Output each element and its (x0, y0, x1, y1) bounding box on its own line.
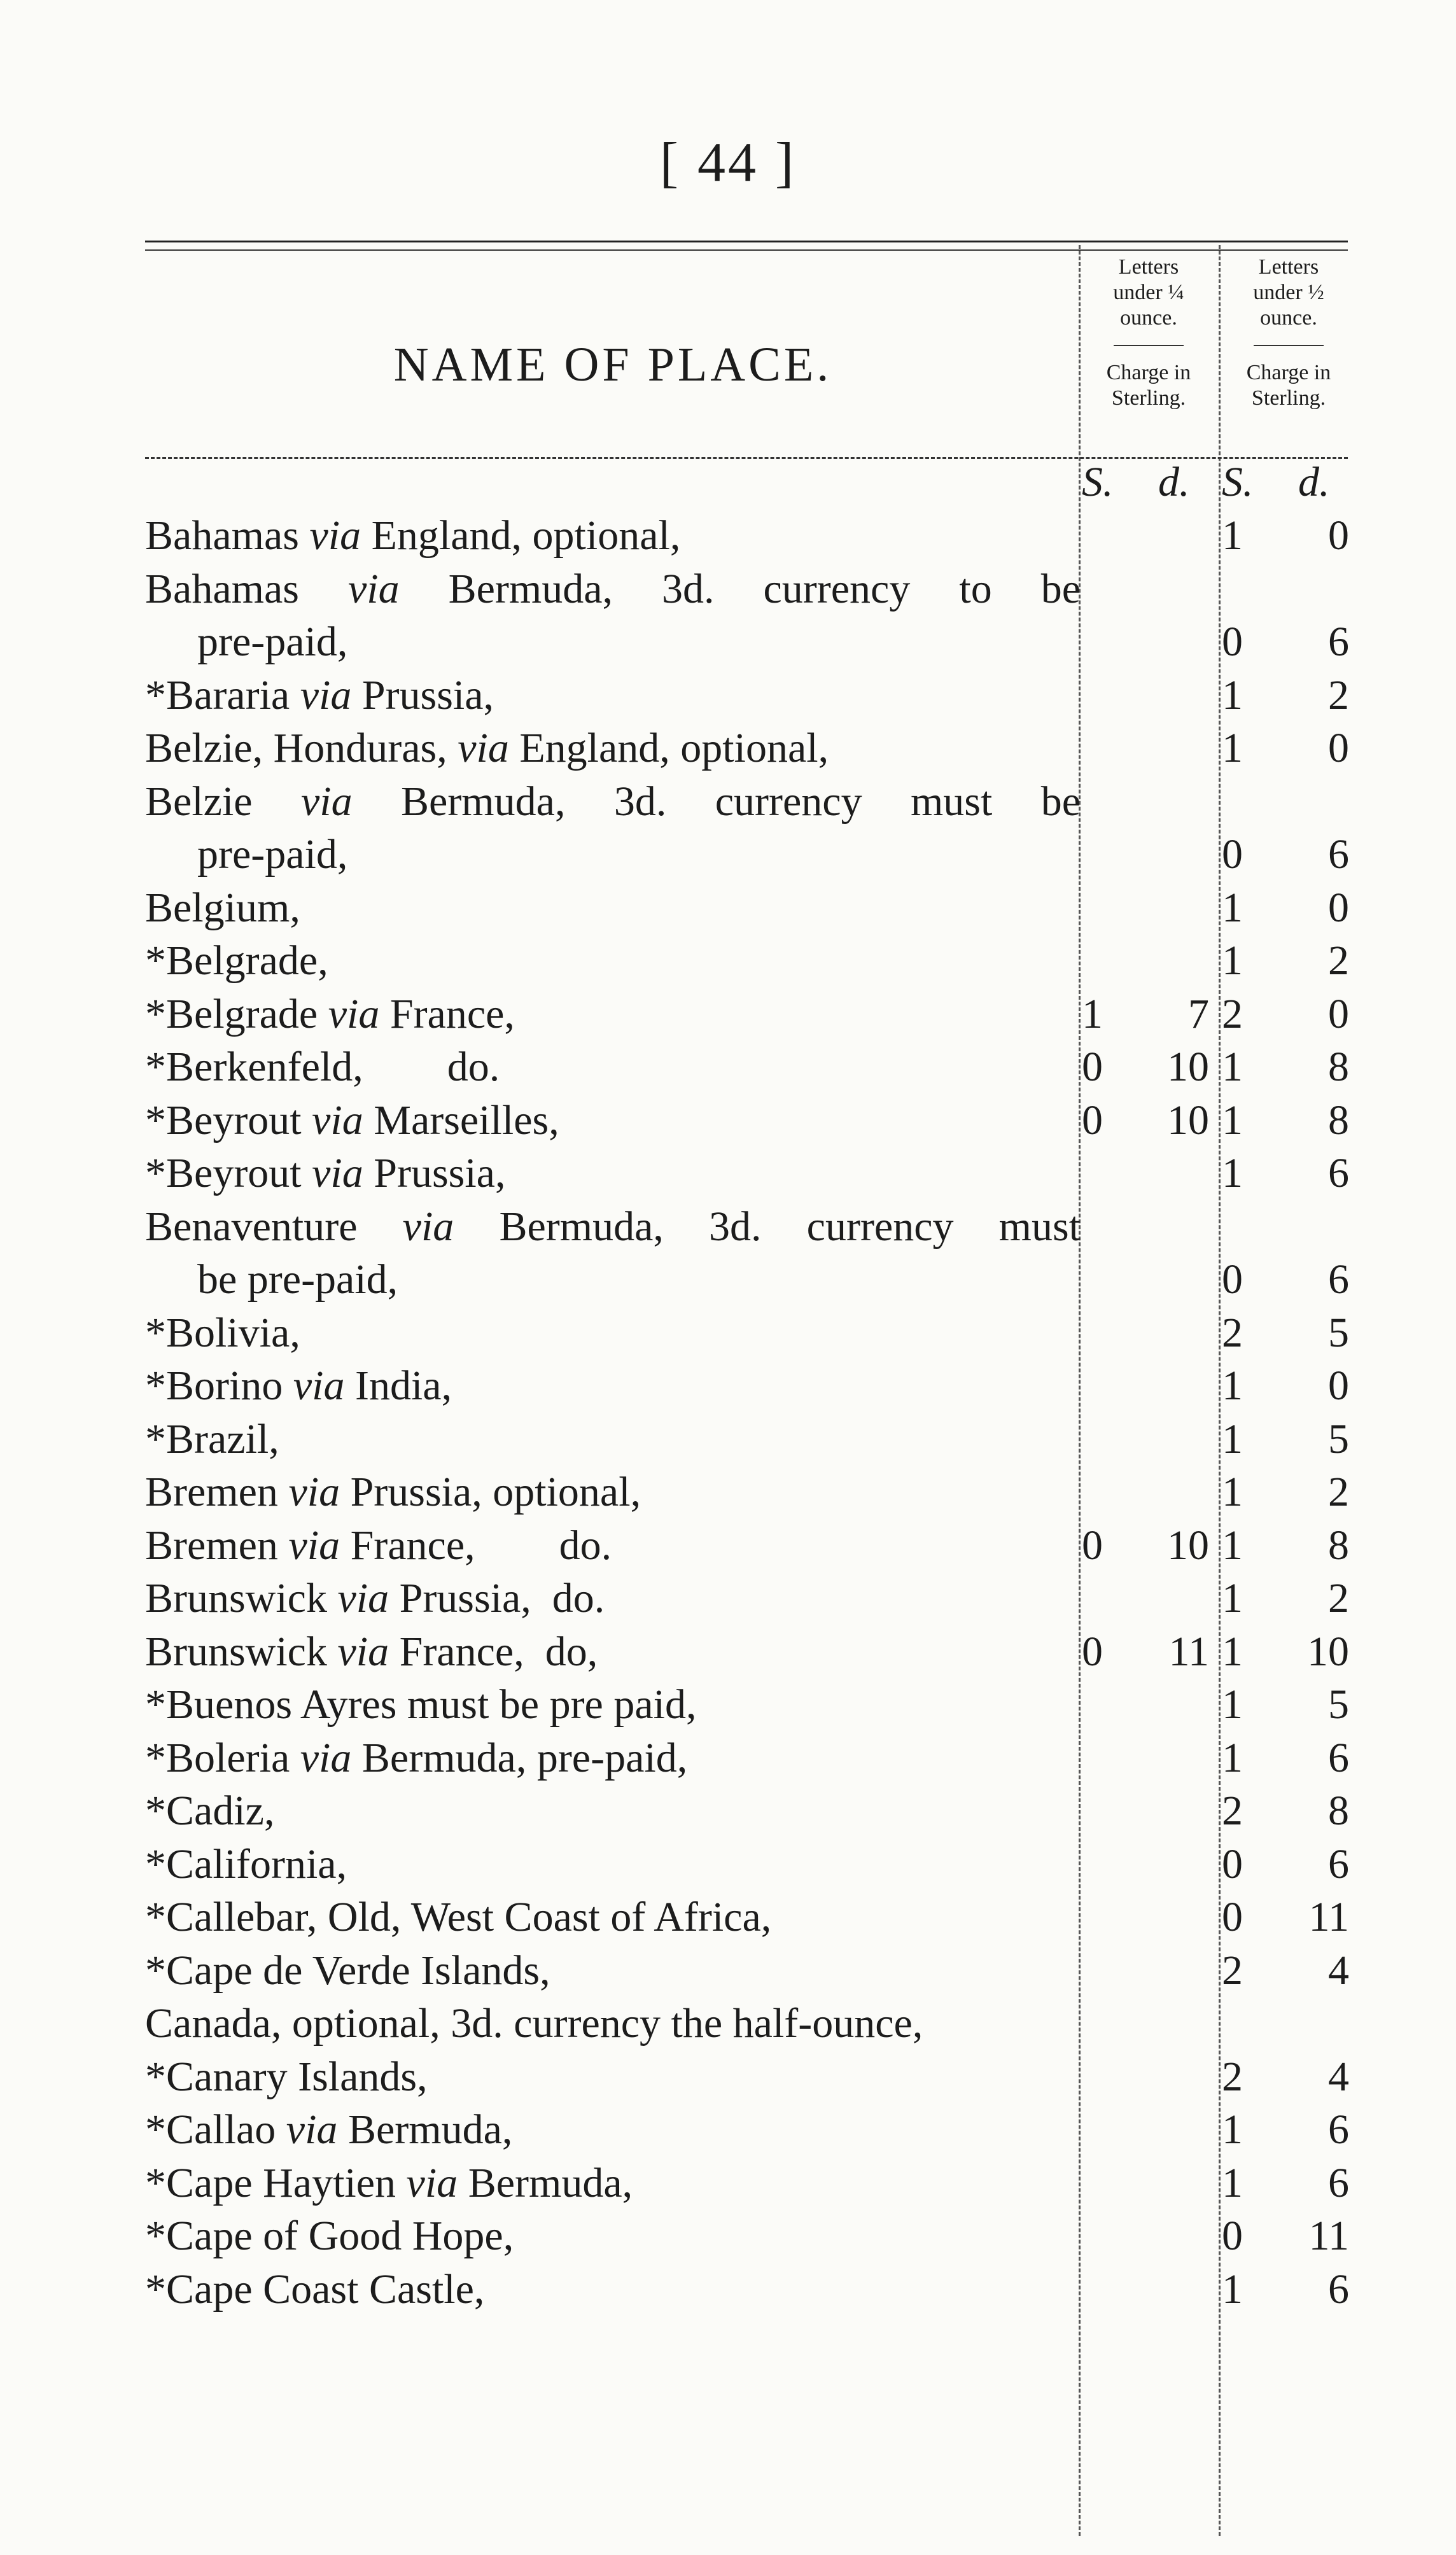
table-row (145, 1200, 1354, 1254)
shillings-half-ounce: 1 (1222, 2265, 1243, 2313)
shillings-half-ounce: 1 (1222, 1150, 1243, 1196)
place-name-rest: Prussia, (351, 671, 494, 718)
name-of-place-header: NAME OF PLACE. (393, 338, 832, 391)
place-name (145, 669, 494, 722)
place-name-text: Brunswick (145, 1575, 338, 1621)
place-name (197, 1253, 398, 1306)
place-name-text: *Canary Islands, (145, 2053, 428, 2100)
via-text: via (328, 990, 380, 1037)
shillings-half-ounce: 2 (1222, 1947, 1243, 1994)
column-header-half-ounce (1222, 255, 1355, 411)
table-row (145, 1094, 1354, 1147)
shillings-half-ounce: 1 (1222, 725, 1243, 771)
place-name (145, 1732, 687, 1785)
table-row (145, 881, 1354, 935)
pence-half-ounce: 2 (1328, 1469, 1349, 1515)
shillings-half-ounce: 1 (1222, 1734, 1243, 1781)
pence-quarter-ounce: 11 (1168, 1628, 1209, 1675)
shillings-half-ounce: 0 (1222, 1256, 1243, 1303)
place-name-text: *Bararia (145, 671, 300, 718)
table-row (145, 1944, 1354, 1998)
pence-quarter-ounce: 10 (1167, 1044, 1209, 1090)
pence-half-ounce: 0 (1328, 725, 1349, 771)
table-row (145, 1253, 1354, 1306)
pence-quarter-ounce: 7 (1188, 990, 1209, 1037)
place-name-text: *Callebar, Old, West Coast of Africa, (145, 1894, 772, 1940)
pence-half-ounce: 0 (1328, 884, 1349, 931)
pence-half-ounce: 6 (1328, 2265, 1349, 2313)
shillings-half-ounce: 1 (1222, 2106, 1243, 2153)
place-name-text: *Brazil, (145, 1415, 279, 1462)
place-name (145, 1147, 505, 1200)
shillings-half-ounce: 2 (1222, 1309, 1243, 1356)
place-name (145, 775, 1081, 829)
table-row (145, 1040, 1354, 1094)
pence-half-ounce: 11 (1308, 1894, 1349, 1940)
place-name-text: *Callao (145, 2106, 286, 2153)
place-name (145, 1625, 598, 1679)
column-header-quarter-ounce (1082, 255, 1215, 411)
place-name (197, 615, 347, 669)
pence-quarter-ounce: 10 (1167, 1096, 1209, 1144)
place-name-rest: Marseilles, (363, 1096, 559, 1144)
table-row (145, 2157, 1354, 2210)
place-name (145, 1838, 347, 1891)
pence-half-ounce: 6 (1328, 1256, 1349, 1303)
place-name (145, 1094, 559, 1147)
place-name-text: Belgium, (145, 884, 300, 931)
shillings-quarter-ounce: 0 (1082, 1628, 1103, 1675)
pence-half-ounce: 11 (1308, 2213, 1349, 2259)
place-name (145, 1200, 1081, 1254)
place-name-rest: France, do. (340, 1522, 612, 1569)
pence-half-ounce: 8 (1328, 1522, 1349, 1569)
place-name-rest: France, (379, 990, 515, 1037)
shillings-half-ounce: 1 (1222, 1522, 1243, 1569)
place-name-text: Brunswick (145, 1628, 338, 1675)
via-text: via (406, 2159, 458, 2206)
shillings-half-ounce: 0 (1222, 2213, 1243, 2259)
place-name-rest: India, (344, 1362, 452, 1409)
pence-half-ounce: 5 (1328, 1309, 1349, 1356)
shillings-quarter-ounce: 0 (1082, 1096, 1103, 1144)
via-text: via (458, 725, 509, 771)
table-row (145, 2209, 1354, 2263)
place-name-rest: France, do, (389, 1628, 598, 1675)
pence-half-ounce: 5 (1328, 1415, 1349, 1462)
shillings-half-ounce: 1 (1222, 1096, 1243, 1144)
pence-half-ounce: 6 (1328, 1840, 1349, 1887)
table-row (145, 1306, 1354, 1360)
place-name (145, 1359, 452, 1413)
pence-half-ounce: 2 (1328, 937, 1349, 984)
unit-s-col1: S. (1082, 459, 1114, 505)
via-text: via (300, 778, 353, 825)
place-name (145, 1466, 641, 1519)
table-row (145, 2103, 1354, 2157)
place-name (145, 2209, 514, 2263)
shillings-half-ounce: 1 (1222, 1469, 1243, 1515)
pence-half-ounce: 8 (1328, 1788, 1349, 1834)
shillings-half-ounce: 1 (1222, 1044, 1243, 1090)
pence-half-ounce: 10 (1307, 1628, 1349, 1675)
place-name (145, 1997, 923, 2050)
table-row (145, 1572, 1354, 1625)
place-name-text: *California, (145, 1840, 347, 1887)
table-row (145, 509, 1354, 563)
table-row (145, 988, 1354, 1041)
place-name-rest: Bermuda, 3d. currency must be (352, 778, 1081, 825)
place-name (145, 1678, 696, 1732)
table-row (145, 1997, 1354, 2050)
place-name (145, 2263, 484, 2316)
col2-line1: Letters (1258, 255, 1319, 279)
place-name-text: Benaventure (145, 1203, 403, 1250)
pence-half-ounce: 6 (1328, 619, 1349, 665)
place-name-text: *Boleria (145, 1734, 300, 1781)
place-name-rest: Bermuda, 3d. currency must (454, 1203, 1081, 1250)
place-name-text: Bahamas (145, 565, 348, 612)
place-name-text: *Beyrout (145, 1150, 312, 1196)
pence-half-ounce: 4 (1328, 1947, 1349, 1994)
col1-line2: under ¼ (1113, 281, 1184, 304)
shillings-half-ounce: 1 (1222, 1415, 1243, 1462)
pence-half-ounce: 6 (1328, 2159, 1349, 2206)
via-text: via (402, 1203, 454, 1250)
place-name (145, 1306, 300, 1360)
table-row (145, 1732, 1354, 1785)
col2-line5: Sterling. (1251, 386, 1326, 410)
unit-d-col2: d. (1298, 459, 1330, 505)
col1-divider (1114, 345, 1184, 346)
via-text: via (288, 1522, 340, 1569)
top-rule-thick (145, 241, 1348, 242)
pence-quarter-ounce: 10 (1167, 1522, 1209, 1569)
place-name (145, 1040, 500, 1094)
col2-line4: Charge in (1246, 361, 1331, 384)
shillings-quarter-ounce: 1 (1082, 990, 1103, 1037)
place-name (145, 1519, 612, 1572)
via-text: via (300, 671, 352, 718)
place-name-text: *Cape Haytien (145, 2159, 407, 2206)
via-text: via (337, 1628, 389, 1675)
shillings-half-ounce: 1 (1222, 1575, 1243, 1621)
via-text: via (312, 1150, 363, 1196)
pence-half-ounce: 6 (1328, 1734, 1349, 1781)
shillings-half-ounce: 1 (1222, 884, 1243, 931)
table-row (145, 1891, 1354, 1944)
place-name (145, 988, 515, 1041)
shillings-half-ounce: 0 (1222, 619, 1243, 665)
place-name-text: *Bolivia, (145, 1309, 300, 1356)
table-row (145, 1678, 1354, 1732)
place-name-rest: Bermuda, 3d. currency to be (399, 565, 1081, 612)
unit-s-col2: S. (1222, 459, 1254, 505)
col2-line2: under ½ (1253, 281, 1324, 304)
place-name (145, 509, 680, 563)
shillings-half-ounce: 0 (1222, 831, 1243, 878)
unit-d-col1: d. (1158, 459, 1190, 505)
via-text: via (312, 1096, 363, 1144)
pence-half-ounce: 6 (1328, 831, 1349, 878)
pence-half-ounce: 8 (1328, 1044, 1349, 1090)
table-row (145, 1359, 1354, 1413)
col1-line4: Charge in (1106, 361, 1191, 384)
pence-half-ounce: 8 (1328, 1096, 1349, 1144)
place-name-text: *Beyrout (145, 1096, 312, 1144)
via-text: via (337, 1575, 389, 1621)
col1-line3: ounce. (1120, 306, 1177, 330)
table-row (145, 615, 1354, 669)
place-name-rest: Prussia, optional, (340, 1469, 641, 1515)
place-name (145, 1413, 279, 1466)
place-name-text: *Cadiz, (145, 1788, 275, 1834)
place-name (145, 2103, 512, 2157)
via-text: via (300, 1734, 352, 1781)
via-text: via (293, 1362, 345, 1409)
col1-line5: Sterling. (1111, 386, 1186, 410)
place-name-text: *Belgrade (145, 990, 328, 1037)
shillings-half-ounce: 2 (1222, 990, 1243, 1037)
place-name (145, 1891, 771, 1944)
shillings-quarter-ounce: 0 (1082, 1044, 1103, 1090)
place-name (145, 1784, 274, 1838)
place-name-text: *Cape de Verde Islands, (145, 1947, 550, 1994)
place-name (145, 934, 328, 988)
page-number: [ 44 ] (659, 132, 797, 193)
col1-line1: Letters (1118, 255, 1179, 279)
place-name-rest: Prussia, do. (389, 1575, 605, 1621)
table-row (145, 1838, 1354, 1891)
postage-table (145, 509, 1354, 2316)
table-row (145, 669, 1354, 722)
place-name-rest: Bermuda, (458, 2159, 633, 2206)
shillings-half-ounce: 2 (1222, 2053, 1243, 2100)
place-name-text: Bahamas (145, 512, 310, 559)
shillings-half-ounce: 1 (1222, 1362, 1243, 1409)
shillings-half-ounce: 1 (1222, 671, 1243, 718)
place-name-text: *Borino (145, 1362, 293, 1409)
place-name-text: *Cape Coast Castle, (145, 2265, 485, 2313)
shillings-half-ounce: 1 (1222, 512, 1243, 559)
place-name (145, 881, 300, 935)
table-row (145, 1784, 1354, 1838)
place-name-text: Bremen (145, 1522, 289, 1569)
col2-line3: ounce. (1260, 306, 1317, 330)
place-name-text: Belzie, Honduras, (145, 725, 458, 771)
pence-half-ounce: 0 (1328, 990, 1349, 1037)
shillings-half-ounce: 2 (1222, 1788, 1243, 1834)
place-name-text: pre-paid, (197, 831, 348, 878)
place-name-text: *Belgrade, (145, 937, 328, 984)
table-row (145, 2050, 1354, 2104)
table-row (145, 563, 1354, 616)
shillings-half-ounce: 0 (1222, 1894, 1243, 1940)
pence-half-ounce: 6 (1328, 1150, 1349, 1196)
table-row (145, 828, 1354, 881)
table-row (145, 2263, 1354, 2316)
place-name-rest: Bermuda, (337, 2106, 513, 2153)
place-name-rest: England, optional, (508, 725, 829, 771)
place-name-text: *Berkenfeld, do. (145, 1044, 500, 1090)
table-row (145, 722, 1354, 775)
shillings-half-ounce: 1 (1222, 2159, 1243, 2206)
place-name-text: pre-paid, (197, 619, 348, 665)
table-row (145, 1625, 1354, 1679)
pence-half-ounce: 2 (1328, 671, 1349, 718)
place-name-rest: Prussia, (363, 1150, 506, 1196)
shillings-quarter-ounce: 0 (1082, 1522, 1103, 1569)
shillings-half-ounce: 1 (1222, 1681, 1243, 1728)
place-name (197, 828, 347, 881)
place-name (145, 2157, 633, 2210)
place-name-text: *Buenos Ayres must be pre paid, (145, 1681, 697, 1728)
place-name (145, 722, 829, 775)
table-row (145, 1519, 1354, 1572)
pence-half-ounce: 2 (1328, 1575, 1349, 1621)
place-name-text: *Cape of Good Hope, (145, 2213, 514, 2259)
via-text: via (286, 2106, 338, 2153)
table-row (145, 1466, 1354, 1519)
place-name-text: Canada, optional, 3d. currency the half-ounce, (145, 2000, 923, 2047)
shillings-half-ounce: 0 (1222, 1840, 1243, 1887)
via-text: via (347, 565, 400, 612)
pence-half-ounce: 5 (1328, 1681, 1349, 1728)
place-name-rest: England, optional, (361, 512, 681, 559)
place-name-text: Belzie (145, 778, 301, 825)
pence-half-ounce: 0 (1328, 512, 1349, 559)
place-name (145, 1572, 605, 1625)
place-name-text: be pre-paid, (197, 1256, 398, 1303)
pence-half-ounce: 0 (1328, 1362, 1349, 1409)
place-name (145, 2050, 428, 2104)
table-row (145, 934, 1354, 988)
via-text: via (288, 1469, 340, 1515)
shillings-half-ounce: 1 (1222, 937, 1243, 984)
col2-divider (1254, 345, 1324, 346)
pence-half-ounce: 6 (1328, 2106, 1349, 2153)
place-name-text: Bremen (145, 1469, 289, 1515)
table-row (145, 775, 1354, 829)
place-name-rest: Bermuda, pre-paid, (351, 1734, 688, 1781)
shillings-half-ounce: 1 (1222, 1628, 1243, 1675)
table-row (145, 1147, 1354, 1200)
place-name (145, 563, 1081, 616)
top-rule-thin (145, 249, 1348, 251)
via-text: via (309, 512, 361, 559)
table-row (145, 1413, 1354, 1466)
place-name (145, 1944, 550, 1998)
pence-half-ounce: 4 (1328, 2053, 1349, 2100)
